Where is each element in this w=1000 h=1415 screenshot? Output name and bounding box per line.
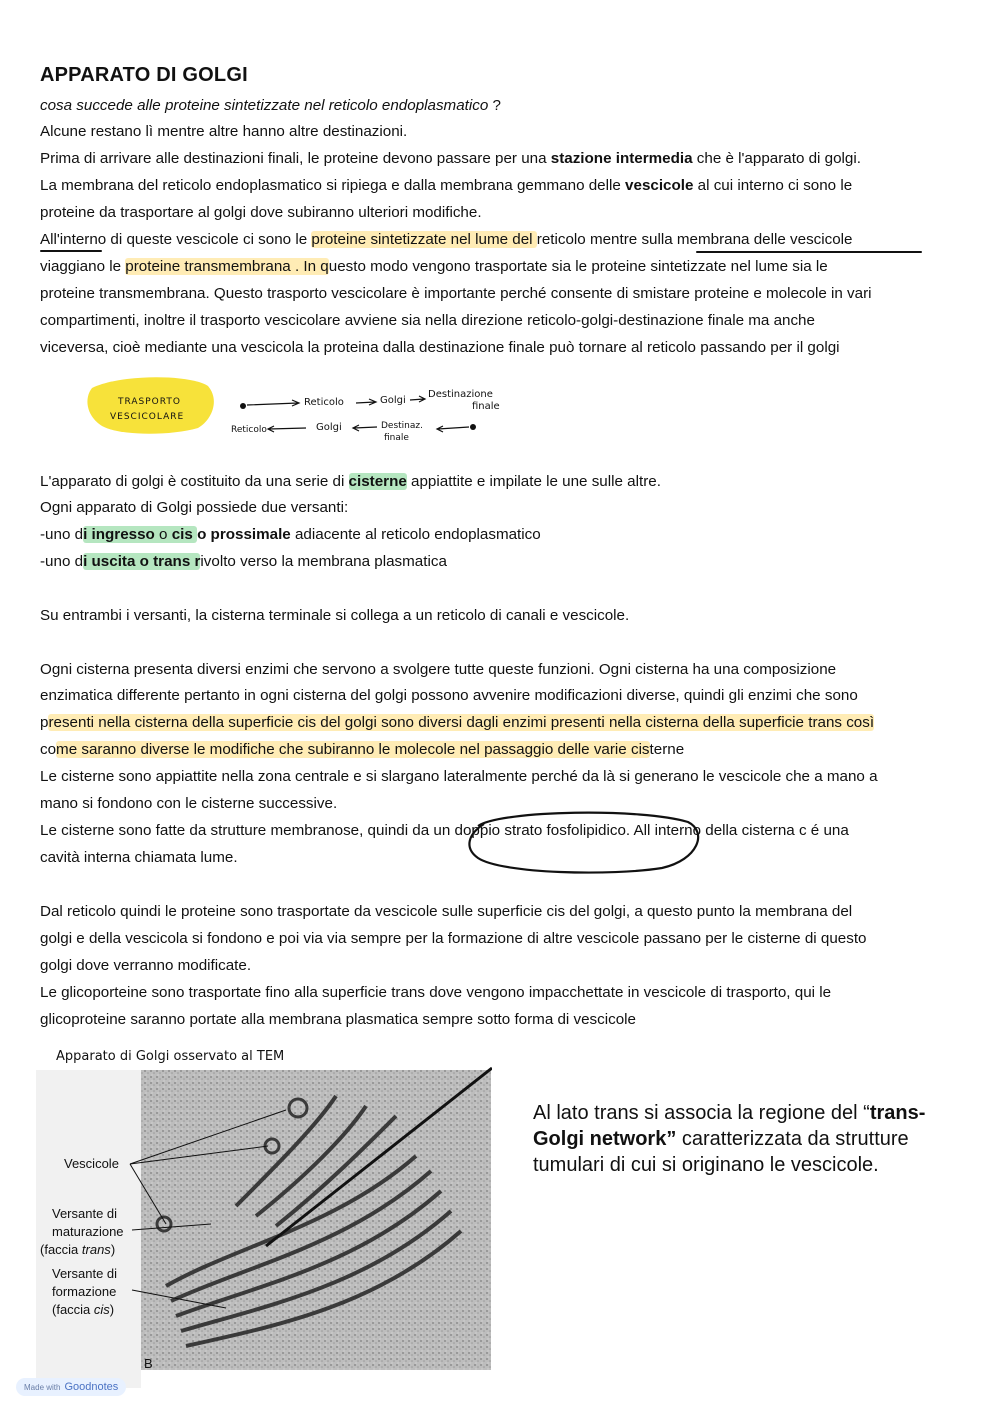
dot-icon xyxy=(470,424,476,430)
intro-line xyxy=(40,176,852,196)
label-part: (faccia xyxy=(40,1242,82,1257)
goodnotes-badge xyxy=(16,1378,126,1396)
ink-underline xyxy=(696,251,922,253)
label-maturazione-1: Versante di xyxy=(52,1206,118,1221)
label-part: cis xyxy=(93,1302,110,1317)
enzymes-line xyxy=(40,713,874,733)
green-highlight: i uscita o trans r xyxy=(83,553,201,570)
sketch-label: finale xyxy=(384,433,409,443)
sketch-label: Destinazione xyxy=(428,389,493,400)
enzymes-line: cavità interna chiamata lume. xyxy=(40,849,238,866)
arrow-icon xyxy=(437,426,469,432)
enzymes-line: Le cisterne sono appiattite nella zona centrale e si slargano lateralmente perché da là si generano le vescicole che a mano a xyxy=(40,768,878,785)
enzymes-line: Ogni cisterna presenta diversi enzimi che servono a svolgere tutte queste funzioni. Ogni cisterna ha una composizione xyxy=(40,661,837,678)
label-maturazione-3 xyxy=(40,1242,115,1257)
dot-icon xyxy=(240,403,246,409)
text: La membrana del reticolo endoplasmatico si ripiega e dalla membrana gemmano delle xyxy=(40,177,626,194)
hl-text: o xyxy=(154,526,172,543)
label-part: ) xyxy=(110,1242,116,1257)
yellow-highlight: me saranno diverse le modifiche che subiranno le molecole nel passaggio delle varie cis xyxy=(56,741,650,758)
intro-line: viceversa, cioè mediante una vescicola la proteina dalla destinazione finale può tornare al reticolo passando per il golgi xyxy=(40,339,840,356)
structure-line xyxy=(40,552,447,572)
text: p xyxy=(40,714,49,731)
label-formazione-2: formazione xyxy=(52,1284,117,1299)
golgi-tem-figure xyxy=(36,1046,492,1388)
structure-line xyxy=(40,525,541,545)
text: -uno d xyxy=(40,526,84,543)
text: ivolto verso la membrana plasmatica xyxy=(200,553,447,570)
label-formazione-1: Versante di xyxy=(52,1266,118,1281)
text: al cui interno ci sono le xyxy=(693,177,853,194)
intro-line xyxy=(40,257,828,277)
intro-line: proteine transmembrana. Questo trasporto vescicolare è importante perché consente di smistare proteine e molecole in vari xyxy=(40,285,872,302)
hl-text: cis xyxy=(171,526,198,543)
figure-caption: Apparato di Golgi osservato al TEM xyxy=(56,1049,285,1064)
structure-line: Ogni apparato di Golgi possiede due versanti: xyxy=(40,499,349,516)
bold-term: vescicole xyxy=(625,177,694,194)
ink-underline xyxy=(40,250,102,252)
text: che è l'apparato di golgi. xyxy=(692,150,861,167)
label-part: (faccia xyxy=(52,1302,94,1317)
question-text: cosa succede alle proteine sintetizzate nel reticolo endoplasmatico xyxy=(40,97,489,114)
enzymes-line: Le cisterne sono fatte da strutture membranose, quindi da un doppio strato fosfolipidico. All interno della cisterna c é una xyxy=(40,822,849,839)
enzymes-line: mano si fondono con le cisterne successive. xyxy=(40,795,338,812)
sketch-label: Reticolo xyxy=(231,425,267,435)
arrow-icon xyxy=(353,425,377,431)
text: viaggiano le xyxy=(40,258,126,275)
arrow-icon xyxy=(247,400,299,406)
made-with-label: Made with xyxy=(24,1383,61,1392)
text: Al lato trans si associa la regione del “ xyxy=(533,1102,870,1124)
label-maturazione-2: maturazione xyxy=(52,1224,124,1239)
trans-golgi-note xyxy=(533,1100,953,1178)
label-part: ) xyxy=(109,1302,115,1317)
text: -uno d xyxy=(40,553,84,570)
yellow-highlight: proteine sintetizzate nel lume del xyxy=(311,231,537,248)
transport-line: golgi dove verranno modificate. xyxy=(40,957,252,974)
arrow-icon xyxy=(356,399,376,405)
intro-line: proteine da trasportare al golgi dove subiranno ulteriori modifiche. xyxy=(40,204,482,221)
intro-question xyxy=(40,96,501,116)
brand-label: Goodnotes xyxy=(64,1381,119,1393)
enzymes-line: enzimatica differente pertanto in ogni cisterna del golgi possono avvenire modificazioni diverse, quindi gli enzimi che sono xyxy=(40,687,858,704)
hl-text: i ingresso xyxy=(83,526,155,543)
bold-term: o prossimale xyxy=(197,526,291,543)
transport-line: Le glicoporteine sono trasportate fino alla superficie trans dove vengono impacchettate in vescicole di trasporto, qui le xyxy=(40,984,832,1001)
handwritten-transport-sketch xyxy=(80,370,540,450)
label-formazione-3 xyxy=(52,1302,114,1317)
structure-line xyxy=(40,472,661,492)
text: adiacente al reticolo endoplasmatico xyxy=(290,526,541,543)
yellow-highlight: proteine transmembrana . In q xyxy=(125,258,329,275)
sketch-label: Golgi xyxy=(380,395,406,406)
page-title: APPARATO DI GOLGI xyxy=(40,64,248,86)
transport-line: glicoproteine saranno portate alla membrana plasmatica sempre sotto forma di vescicole xyxy=(40,1011,636,1028)
text: co xyxy=(40,741,57,758)
ink-circle-annotation xyxy=(462,808,706,878)
sketch-label: Destinaz. xyxy=(381,421,423,431)
text: uesto modo vengono trasportate sia le proteine sintetizzate nel lume sia le xyxy=(328,258,828,275)
text: caratterizzata da strutture tumulari di cui si originano le vescicole. xyxy=(533,1128,909,1176)
bold-term: stazione intermedia xyxy=(550,150,693,167)
transport-line: Dal reticolo quindi le proteine sono trasportate da vescicole sulle superficie cis del golgi, a questo punto la membrana del xyxy=(40,903,853,920)
sketch-label: Golgi xyxy=(316,422,342,433)
sketch-label: Reticolo xyxy=(304,397,344,408)
arrow-icon xyxy=(268,426,306,432)
sticker-line-2: VESCICOLARE xyxy=(110,412,185,422)
intro-line: Alcune restano lì mentre altre hanno altre destinazioni. xyxy=(40,123,408,140)
question-mark: ? xyxy=(488,97,501,114)
sketch-label: finale xyxy=(472,401,500,412)
label-part: trans xyxy=(81,1242,111,1257)
structure-line: Su entrambi i versanti, la cisterna terminale si collega a un reticolo di canali e vescicole. xyxy=(40,607,630,624)
intro-line xyxy=(40,149,861,169)
text: Prima di arrivare alle destinazioni finali, le proteine devono passare per una xyxy=(40,150,551,167)
sticker-line-1: TRASPORTO xyxy=(118,397,181,407)
text: reticolo mentre sulla membrana delle vescicole xyxy=(536,231,853,248)
intro-line: compartimenti, inoltre il trasporto vescicolare avviene sia nella direzione reticolo-golgi-destinazione finale ma anche xyxy=(40,312,815,329)
transport-line: golgi e della vescicola si fondono e poi via via sempre per la formazione di altre vescicole passano per le cisterne di questo xyxy=(40,930,867,947)
intro-line xyxy=(40,230,853,250)
enzymes-line xyxy=(40,740,684,760)
bold-term: trans-Golgi network” xyxy=(533,1102,926,1150)
text: appiattite e impilate le une sulle altre. xyxy=(406,473,661,490)
text: terne xyxy=(649,741,685,758)
arrow-icon xyxy=(410,396,425,402)
text: L'apparato di golgi è costituito da una serie di xyxy=(40,473,349,490)
text: All'interno di queste vescicole ci sono le xyxy=(40,231,312,248)
label-vescicole: Vescicole xyxy=(64,1156,119,1171)
green-highlight xyxy=(83,526,197,543)
yellow-highlight: resenti nella cisterna della superficie cis del golgi sono diversi dagli enzimi presenti nella cisterna della superficie trans così xyxy=(48,714,875,731)
label-letter: B xyxy=(144,1356,153,1371)
green-highlight: cisterne xyxy=(348,473,407,490)
